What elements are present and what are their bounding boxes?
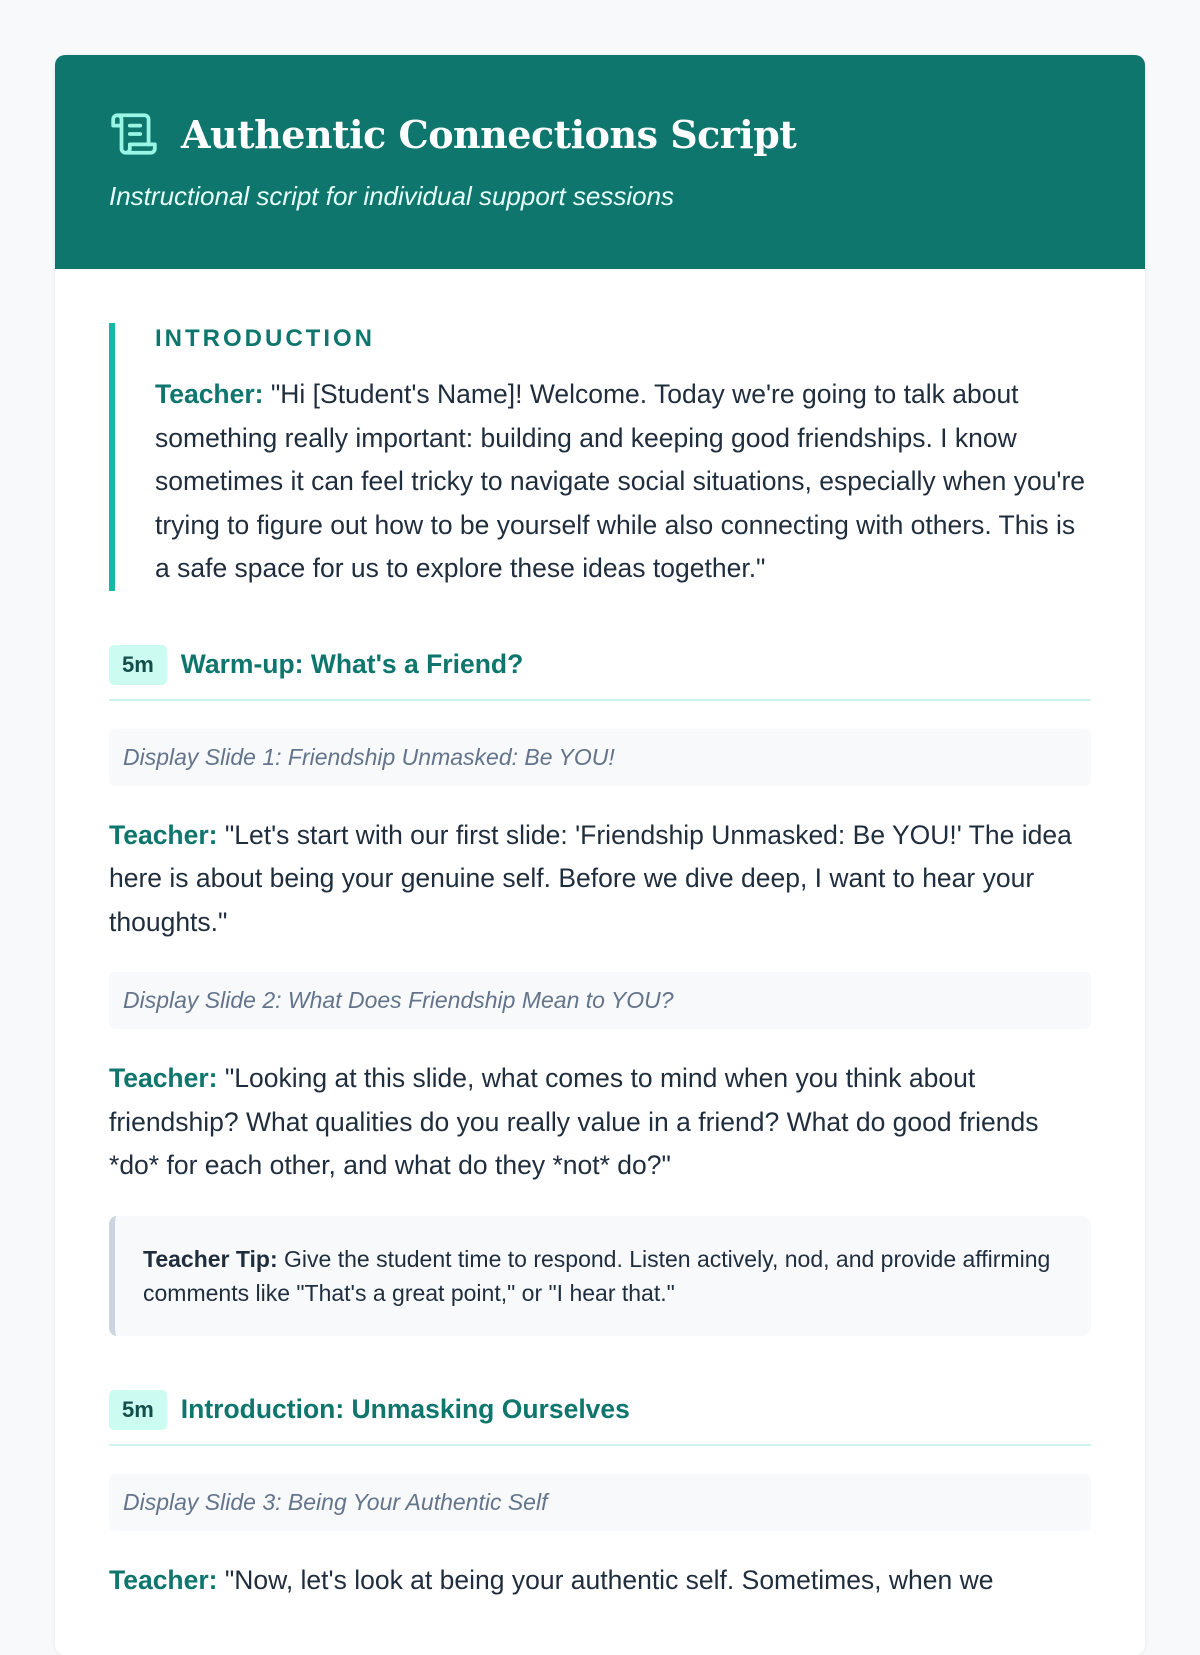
duration-badge: 5m (109, 645, 167, 685)
dialogue-text: "Let's start with our first slide: 'Friendship Unmasked: Be YOU!' The idea here is about being your genuine self. Before we dive deep, I want to hear your thoughts." (109, 819, 1072, 937)
teacher-dialogue (109, 1057, 1091, 1188)
section-title: Warm-up: What's a Friend? (180, 649, 524, 679)
dialogue-text: "Looking at this slide, what comes to mind when you think about friendship? What qualities do you really value in a friend? What do good friends *do* for each other, and what do they *not* do?" (109, 1063, 1039, 1180)
script-header (55, 55, 1145, 269)
teacher-dialogue (109, 814, 1091, 945)
slide-cue: Display Slide 2: What Does Friendship Mean to YOU? (109, 972, 1091, 1029)
duration-badge: 5m (109, 1390, 167, 1430)
page-subtitle: Instructional script for individual support sessions (109, 181, 675, 211)
slide-cue: Display Slide 3: Being Your Authentic Self (109, 1474, 1091, 1531)
dialogue-text: "Now, let's look at being your authentic self. Sometimes, when we (217, 1564, 994, 1595)
title-row (109, 109, 1091, 159)
speaker-label: Teacher: (109, 1564, 218, 1595)
tip-text: Give the student time to respond. Listen actively, nod, and provide affirming comments like "That's a great point," or "I hear that." (143, 1245, 1051, 1306)
section-header-unmasking (109, 1390, 1091, 1446)
introduction-block (109, 323, 1091, 591)
introduction-dialogue: "Hi [Student's Name]! Welcome. Today we're going to talk about something really important: building and keeping good friendships. I know sometimes it can feel tricky to navigate social situations, especially when you're trying to figure out how to be yourself while also connecting with others. This is a safe space for us to explore these ideas together." (155, 379, 1086, 583)
speaker-label: Teacher: (109, 819, 218, 850)
teacher-tip (109, 1216, 1091, 1336)
speaker-label: Teacher: (109, 1063, 218, 1093)
page-title: Authentic Connections Script (181, 111, 797, 157)
speaker-label: Teacher: (155, 379, 264, 409)
script-card (55, 55, 1145, 1655)
tip-label: Teacher Tip: (143, 1245, 278, 1272)
introduction-label: INTRODUCTION (155, 325, 375, 352)
teacher-dialogue (109, 1559, 1091, 1603)
introduction-text (155, 373, 1091, 591)
section-header-warmup (109, 645, 1091, 701)
slide-cue: Display Slide 1: Friendship Unmasked: Be YOU! (109, 729, 1091, 786)
scroll-icon (109, 109, 159, 159)
script-content (55, 269, 1145, 1602)
section-title: Introduction: Unmasking Ourselves (180, 1394, 630, 1424)
